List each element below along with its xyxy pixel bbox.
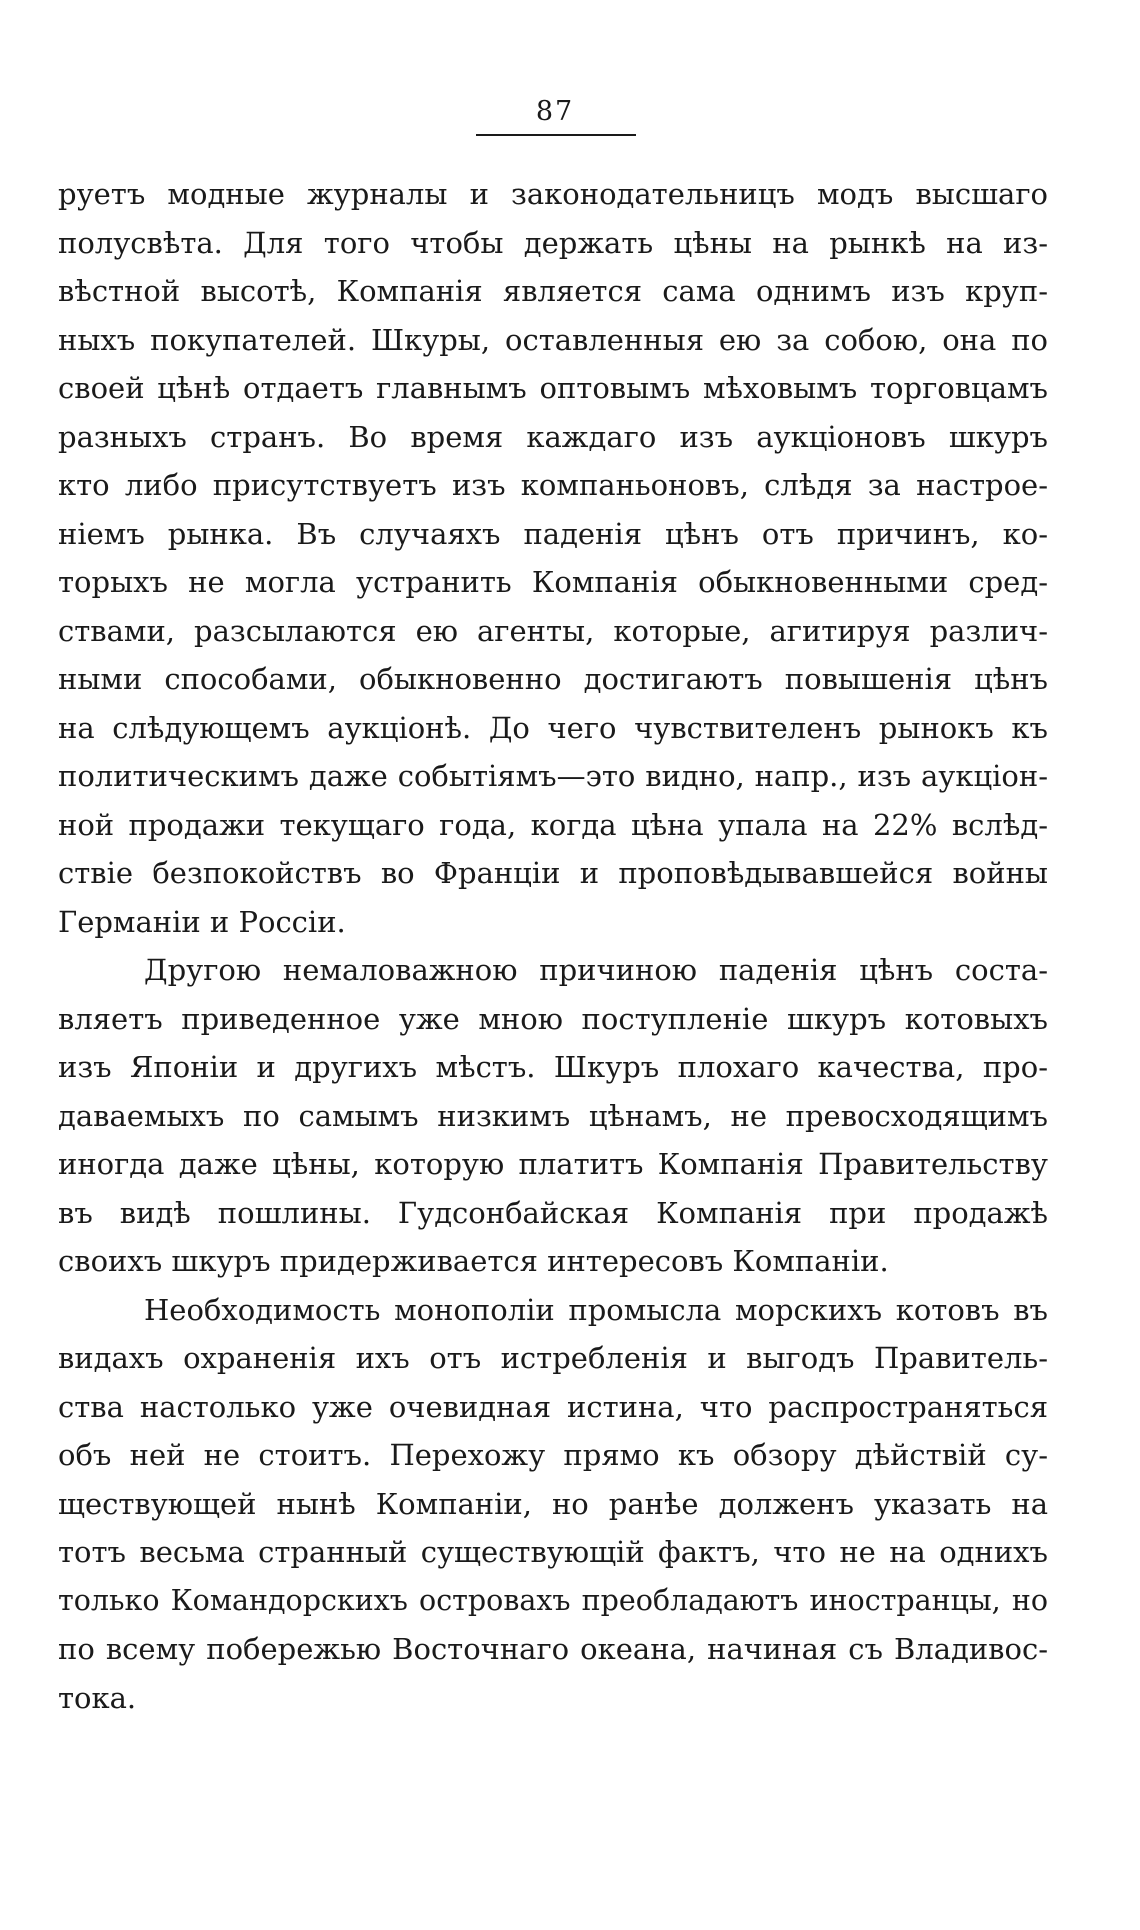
text-line: на слѣдующемъ аукціонѣ. До чего чувствителенъ рынокъ къ [58,710,1048,745]
text-line: тока. [58,1680,137,1715]
text-line: своей цѣнѣ отдаетъ главнымъ оптовымъ мѣховымъ торговцамъ [58,371,1048,405]
text-line: своихъ шкуръ придерживается интересовъ Компаніи. [58,1244,889,1278]
paragraph-3 [58,1286,1048,1723]
text-line: ствами, разсылаются ею агенты, которые, агитируя различ- [58,613,1048,648]
text-line: Германіи и Россіи. [58,904,346,939]
text-line: ществующей нынѣ Компаніи, но ранѣе долженъ указать на [58,1486,1048,1521]
text-line: изъ Японіи и другихъ мѣстъ. Шкуръ плохаго качества, про- [58,1050,1048,1084]
text-line: ной продажи текущаго года, когда цѣна упала на 22% вслѣд- [58,807,1048,842]
paragraph-2 [58,946,1048,1286]
text-line: тотъ весьма странный существующій фактъ, что не на однихъ [58,1535,1048,1569]
text-line: ствіе безпокойствъ во Франціи и проповѣдывавшейся войны [58,856,1048,890]
text-line: политическимъ даже событіямъ—это видно, напр., изъ аукціон- [58,759,1048,793]
text-line: ными способами, обыкновенно достигаютъ повышенія цѣнъ [58,662,1048,696]
text-line: вляетъ приведенное уже мною поступленіе шкуръ котовыхъ [58,1001,1048,1036]
paragraph-1 [58,170,1048,946]
text-line: Другою немаловажною причиною паденія цѣнъ соста- [144,953,1048,987]
text-line: кто либо присутствуетъ изъ компаньоновъ, слѣдя за настрое- [58,468,1048,502]
text-line: по всему побережью Восточнаго океана, начиная съ Владивос- [58,1632,1048,1666]
text-line: только Командорскихъ островахъ преобладаютъ иностранцы, но [58,1583,1048,1617]
page-number: 87 [535,96,575,127]
text-line: вѣстной высотѣ, Компанія является сама однимъ изъ круп- [58,274,1048,308]
text-line: иногда даже цѣны, которую платитъ Компанія Правительству [58,1147,1048,1181]
text-line: разныхъ странъ. Во время каждаго изъ аукціоновъ шкуръ [58,419,1048,454]
text-line: видахъ охраненія ихъ отъ истребленія и выгодъ Правитель- [58,1341,1048,1375]
text-line: ства настолько уже очевидная истина, что распространяться [58,1389,1048,1424]
text-line: Необходимость монополіи промысла морскихъ котовъ въ [144,1292,1048,1327]
text-line: даваемыхъ по самымъ низкимъ цѣнамъ, не превосходящимъ [58,1098,1048,1133]
text-line: ніемъ рынка. Въ случаяхъ паденія цѣнъ отъ причинъ, ко- [58,516,1048,551]
page-number-rule [476,134,636,136]
text-line: объ ней не стоитъ. Перехожу прямо къ обзору дѣйствій су- [58,1438,1048,1472]
text-line: въ видѣ пошлины. Гудсонбайская Компанія при продажѣ [58,1195,1048,1230]
body-text [58,170,1048,1722]
text-line: руетъ модные журналы и законодательницъ модъ высшаго [58,177,1048,211]
text-line: полусвѣта. Для того чтобы держать цѣны на рынкѣ на из- [58,225,1048,260]
text-line: ныхъ покупателей. Шкуры, оставленныя ею за собою, она по [58,322,1048,357]
text-line: торыхъ не могла устранить Компанія обыкновенными сред- [58,565,1048,599]
